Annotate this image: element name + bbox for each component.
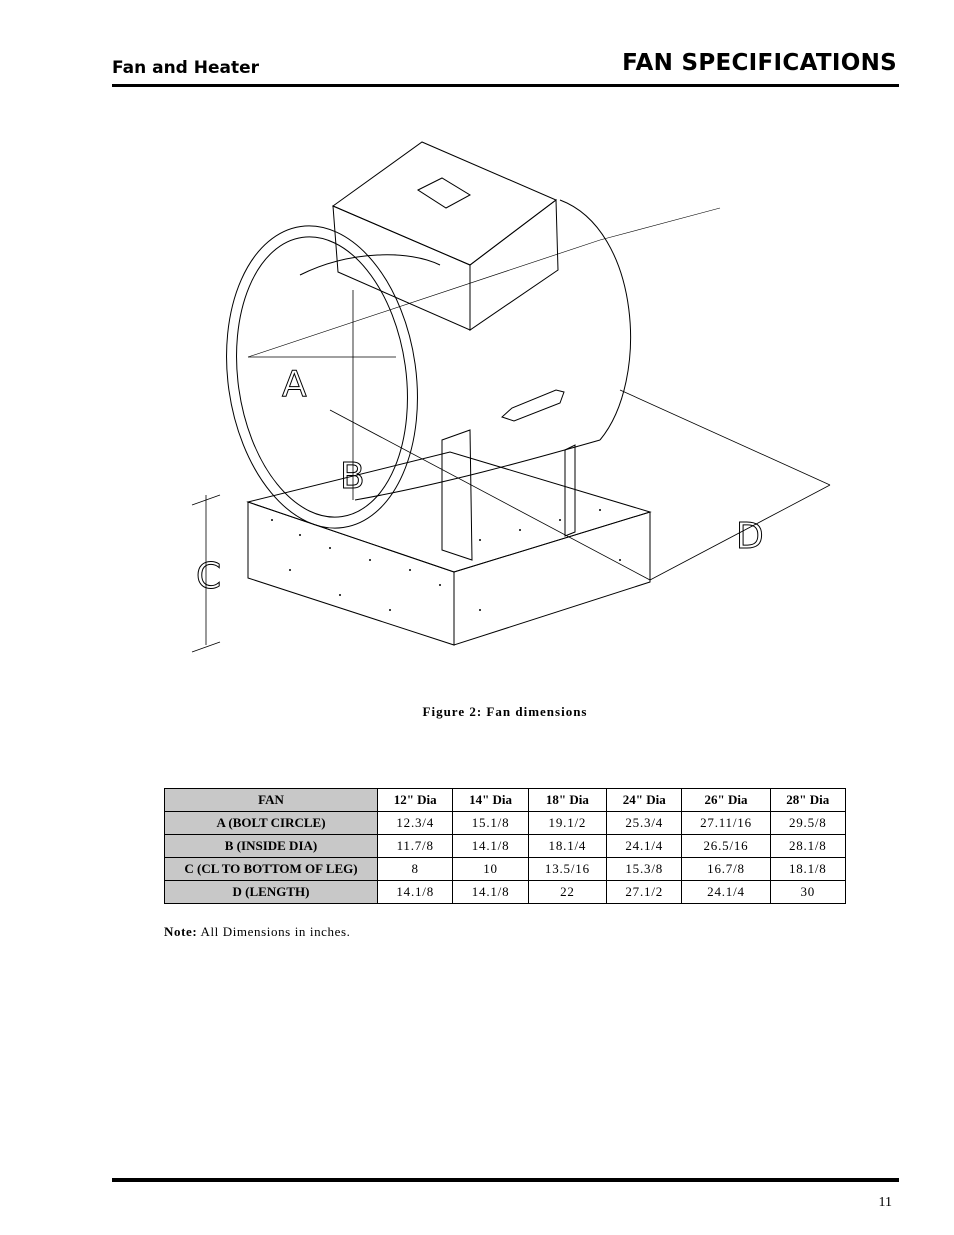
section-label: Fan and Heater — [112, 58, 260, 78]
front-ring-outer — [208, 213, 436, 540]
dimension-label-b: B — [340, 456, 365, 497]
note-label: Note: — [164, 924, 198, 939]
table-cell: 30 — [770, 881, 845, 904]
note-text: All Dimensions in inches. — [200, 924, 351, 939]
row-label: A (BOLT CIRCLE) — [165, 812, 378, 835]
table-cell: 10 — [453, 858, 528, 881]
table-cell: 11.7/8 — [378, 835, 453, 858]
figure-caption: Figure 2: Fan dimensions — [422, 704, 588, 719]
table-cell: 15.3/8 — [607, 858, 682, 881]
row-label: C (CL TO BOTTOM OF LEG) — [165, 858, 378, 881]
row-label: B (INSIDE DIA) — [165, 835, 378, 858]
base-pad-side — [454, 512, 650, 645]
table-cell: 15.1/8 — [453, 812, 528, 835]
table-cell: 13.5/16 — [528, 858, 606, 881]
table-cell: 18.1/4 — [528, 835, 606, 858]
table-row — [165, 881, 846, 904]
front-ring-inner — [219, 226, 425, 529]
table-cell: 22 — [528, 881, 606, 904]
base-pad-top — [248, 452, 650, 572]
column-header: 24" Dia — [607, 789, 682, 812]
dimension-label-a: A — [282, 364, 307, 405]
table-header-row — [165, 789, 846, 812]
table-cell: 24.1/4 — [682, 881, 770, 904]
column-header: 14" Dia — [453, 789, 528, 812]
table-cell: 14.1/8 — [453, 835, 528, 858]
column-header: FAN — [165, 789, 378, 812]
table-cell: 18.1/8 — [770, 858, 845, 881]
footer-rule — [112, 1178, 899, 1182]
table-cell: 8 — [378, 858, 453, 881]
table-cell: 19.1/2 — [528, 812, 606, 835]
table-row — [165, 835, 846, 858]
table-cell: 26.5/16 — [682, 835, 770, 858]
dimension-label-c: C — [196, 556, 222, 597]
column-header: 18" Dia — [528, 789, 606, 812]
table-cell: 14.1/8 — [453, 881, 528, 904]
table-row — [165, 812, 846, 835]
column-header: 12" Dia — [378, 789, 453, 812]
logo-plate — [418, 178, 470, 208]
motor-box-top — [333, 142, 556, 265]
table-cell: 29.5/8 — [770, 812, 845, 835]
table-cell: 25.3/4 — [607, 812, 682, 835]
fan-drawing — [180, 140, 840, 660]
header-rule — [112, 84, 899, 87]
dimension-label-d: D — [736, 516, 764, 557]
table-cell: 14.1/8 — [378, 881, 453, 904]
table-cell: 16.7/8 — [682, 858, 770, 881]
table-cell: 27.1/2 — [607, 881, 682, 904]
base-pad-front — [248, 502, 454, 645]
row-label: D (LENGTH) — [165, 881, 378, 904]
table-row — [165, 858, 846, 881]
page-number: 11 — [878, 1195, 892, 1210]
page-title: FAN SPECIFICATIONS — [622, 50, 897, 76]
fan-diagram — [180, 140, 840, 660]
table-note — [164, 924, 351, 940]
fan-spec-table — [164, 788, 846, 904]
table-cell: 12.3/4 — [378, 812, 453, 835]
column-header: 26" Dia — [682, 789, 770, 812]
column-header: 28" Dia — [770, 789, 845, 812]
table-cell: 27.11/16 — [682, 812, 770, 835]
table-cell: 24.1/4 — [607, 835, 682, 858]
table-cell: 28.1/8 — [770, 835, 845, 858]
